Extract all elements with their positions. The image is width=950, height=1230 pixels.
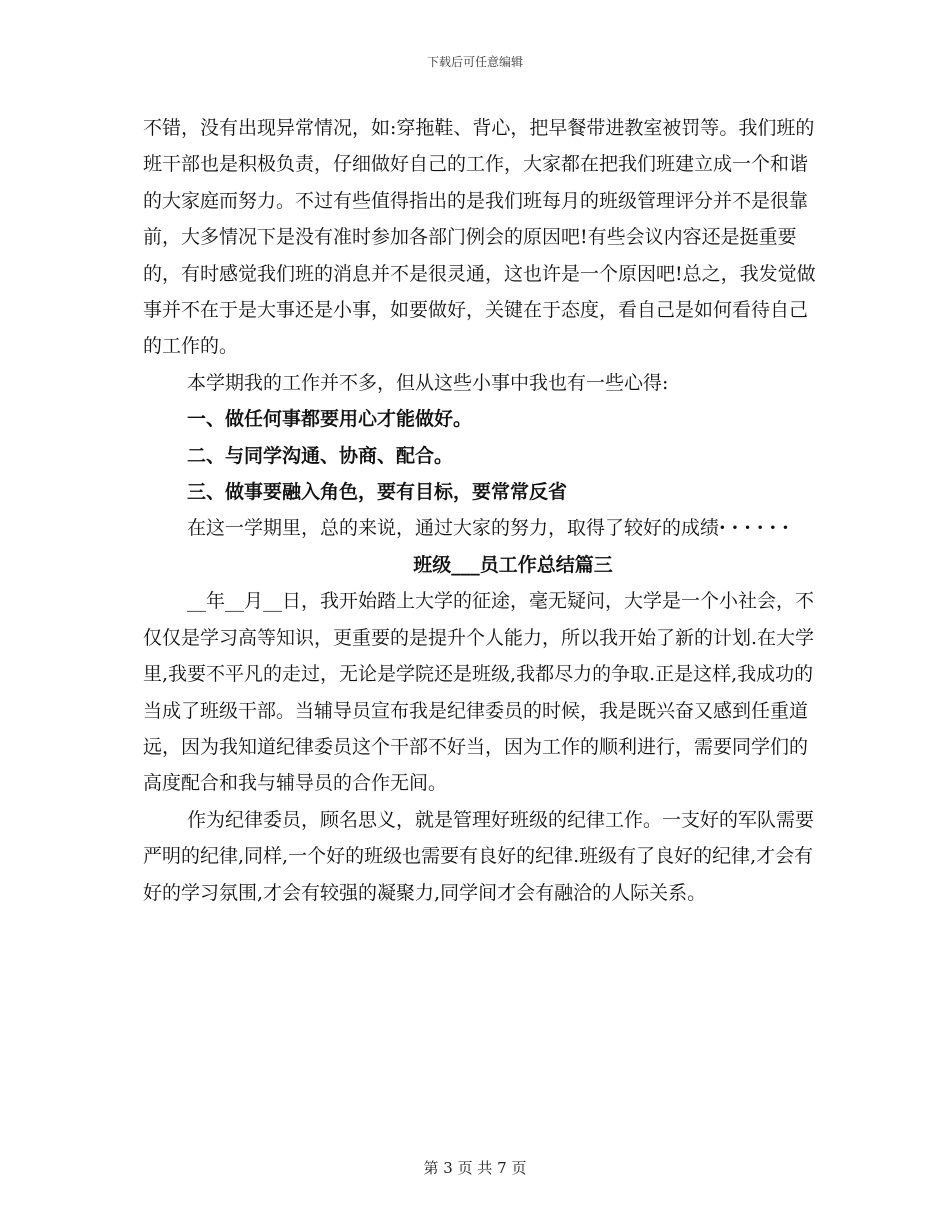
paragraph-summary-text: 在这一学期里，总的来说，通过大家的努力，取得了较好的成绩: [187, 517, 720, 540]
ellipsis-dots: ······: [719, 517, 795, 540]
bold-point-1: 一、做任何事都要用心才能做好。: [187, 408, 473, 431]
paragraph-reflection-intro: 本学期我的工作并不多，但从这些小事中我也有一些心得:: [187, 371, 669, 394]
page-header: 下载后可任意编辑: [426, 55, 523, 69]
document-body: [143, 110, 823, 911]
paragraph-discipline-role: 作为纪律委员，顾名思义，就是管理好班级的纪律工作。一支好的军队需要严明的纪律,同样,一个好的班级也需要有良好的纪律.班级有了良好的纪律,才会有好的学习氛围,才会有较强的凝聚力,同学间才会有融洽的人际关系。: [143, 808, 815, 904]
section-title: 班级___员工作总结篇三: [413, 553, 613, 576]
paragraph-continuation: 不错，没有出现异常情况，如:穿拖鞋、背心，把早餐带进教室被罚等。我们班的班干部也是积极负责，仔细做好自己的工作，大家都在把我们班建立成一个和谐的大家庭而努力。不过有些值得指出的是我们班每月的班级管理评分并不是很靠前，大多情况下是没有准时参加各部门例会的原因吧!有些会议内容还是挺重要的，有时感觉我们班的消息并不是很灵通，这也许是一个原因吧!总之，我发觉做事并不在于是大事还是小事，如要做好，关键在于态度，看自己是如何看待自己的工作的。: [143, 117, 816, 358]
bold-point-3: 三、做事要融入角色，要有目标，要常常反省: [187, 481, 568, 504]
page-footer: 第 3 页 共 7 页: [423, 1159, 527, 1177]
paragraph-summary: [143, 510, 823, 546]
bold-point-2: 二、与同学沟通、协商、配合。: [187, 444, 454, 467]
paragraph-start-university: __年__月__日，我开始踏上大学的征途，毫无疑问，大学是一个小社会，不仅仅是学习高等知识，更重要的是提升个人能力，所以我开始了新的计划.在大学里,我要不平凡的走过，无论是学院还是班级,我都尽力的争取.正是这样,我成功的当成了班级干部。当辅导员宣布我是纪律委员的时候，我是既兴奋又感到任重道远，因为我知道纪律委员这个干部不好当，因为工作的顺利进行，需要同学们的高度配合和我与辅导员的合作无间。: [143, 590, 815, 795]
